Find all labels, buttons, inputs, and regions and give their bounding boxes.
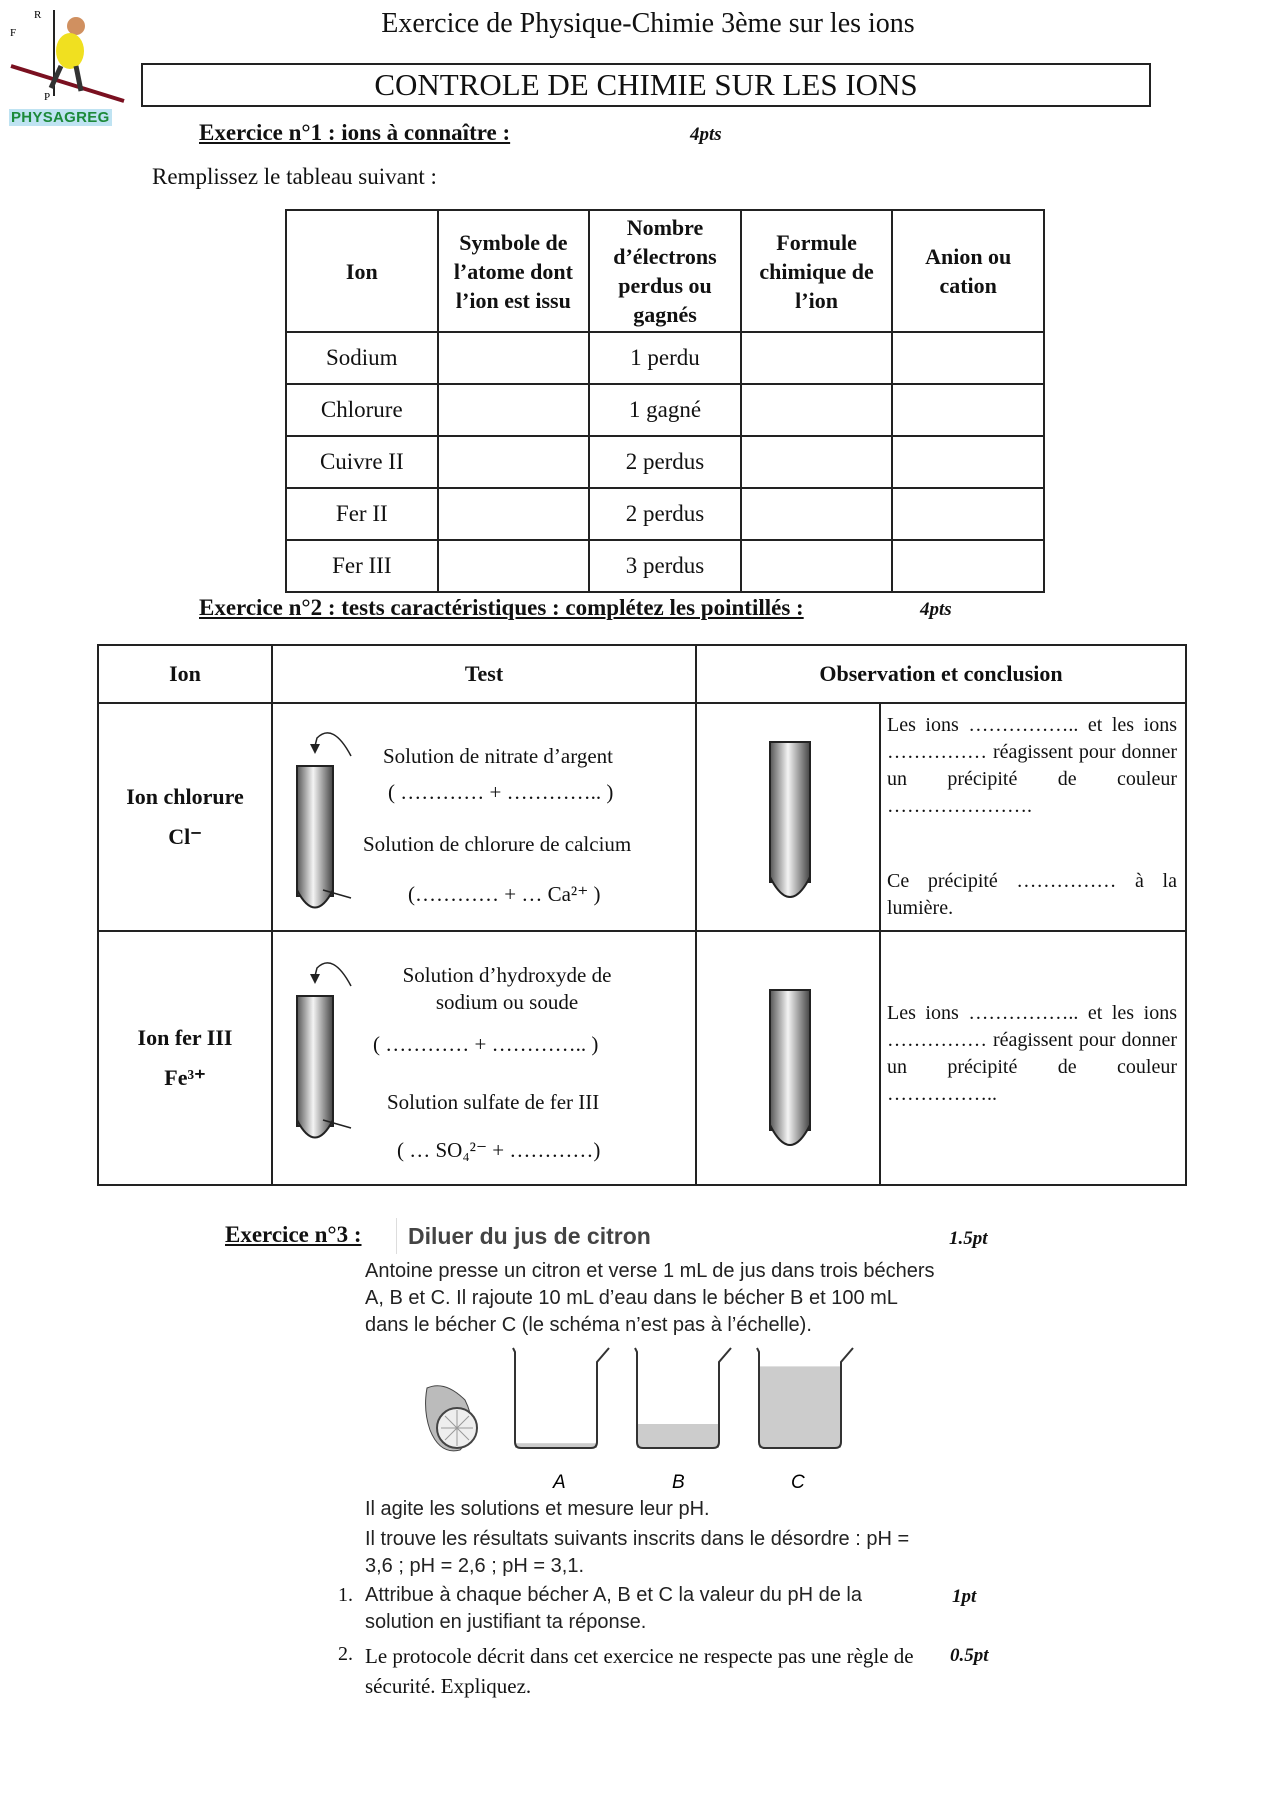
lemon-icon	[426, 1386, 477, 1451]
ions-table	[285, 209, 1045, 593]
table-row	[98, 931, 1186, 1185]
ion-name: Cuivre II	[286, 436, 438, 488]
exercise-1-instruction: Remplissez le tableau suivant :	[152, 164, 437, 189]
answer-cell[interactable]	[741, 332, 893, 384]
solution-formula[interactable]: (………… + … Ca²⁺ )	[408, 882, 601, 906]
question-text: Le protocole décrit dans cet exercice ne respecte pas une règle de sécurité. Expliquez.	[365, 1644, 914, 1698]
ion-tests-table	[97, 644, 1187, 1186]
electrons-cell: 1 perdu	[589, 332, 741, 384]
test-tube-with-arrows-icon	[293, 720, 353, 920]
table-row	[98, 703, 1186, 931]
exercise-2-points: 4pts	[920, 599, 952, 620]
beaker-A	[513, 1348, 609, 1448]
answer-cell[interactable]	[438, 436, 590, 488]
page-subtitle: Exercice de Physique-Chimie 3ème sur les ions	[381, 8, 915, 39]
observation-text: Les ions …………….. et les ions …………… réagissent pour donner un précipité de couleur ……………..	[887, 1002, 1177, 1105]
answer-cell[interactable]	[438, 384, 590, 436]
column-header: Nombre d’électrons perdus ou gagnés	[589, 210, 741, 332]
table-row	[286, 436, 1044, 488]
column-header: Observation et conclusion	[696, 645, 1186, 703]
column-header: Ion	[98, 645, 272, 703]
beaker-label: B	[672, 1472, 685, 1493]
answer-cell[interactable]	[892, 436, 1044, 488]
exercise-3-heading: Exercice n°3 :	[225, 1222, 362, 1247]
exercise-1-heading: Exercice n°1 : ions à connaître :	[199, 120, 511, 145]
table-header-row	[98, 645, 1186, 703]
beaker-label: A	[553, 1472, 566, 1493]
question-points: 0.5pt	[950, 1645, 989, 1666]
answer-cell[interactable]	[438, 332, 590, 384]
answer-cell[interactable]	[438, 540, 590, 592]
answer-cell[interactable]	[741, 384, 893, 436]
answer-cell[interactable]	[741, 540, 893, 592]
beaker-C	[757, 1348, 853, 1448]
ion-name: Ion chlorure	[126, 784, 244, 809]
observation-cell[interactable]	[880, 703, 1186, 931]
beakers-illustration	[415, 1340, 875, 1500]
answer-cell[interactable]	[892, 488, 1044, 540]
column-header: Ion	[286, 210, 438, 332]
table-row	[286, 540, 1044, 592]
liquid-level	[759, 1366, 841, 1448]
observation-tube-cell	[696, 931, 880, 1185]
question-text: Attribue à chaque bécher A, B et C la valeur du pH de la solution en justifiant ta réponse.	[365, 1584, 862, 1633]
question-number: 2.	[338, 1643, 353, 1665]
exercise-3-intro: Antoine presse un citron et verse 1 mL de jus dans trois béchers A, B et C. Il rajoute 10 mL d’eau dans le bécher B et 100 mL dans le bécher C (le schéma n’est pas à l’échelle).	[365, 1260, 935, 1336]
page-title: CONTROLE DE CHIMIE SUR LES IONS	[141, 63, 1151, 107]
table-row	[286, 488, 1044, 540]
liquid-level	[637, 1424, 719, 1448]
solution-formula[interactable]: ( … SO₄²⁻ + …………)	[397, 1138, 601, 1162]
svg-text:F: F	[10, 27, 17, 39]
svg-text:R: R	[34, 9, 42, 21]
exercise-1-points: 4pts	[690, 124, 722, 145]
answer-cell[interactable]	[892, 332, 1044, 384]
question-number: 1.	[338, 1584, 353, 1606]
question-points: 1pt	[952, 1586, 977, 1607]
observation-tube-cell	[696, 703, 880, 931]
exercise-3-line2: Il trouve les résultats suivants inscrits dans le désordre : pH = 3,6 ; pH = 2,6 ; pH = 3,1.	[365, 1528, 910, 1577]
column-header: Formule chimique de l’ion	[741, 210, 893, 332]
ion-name: Chlorure	[286, 384, 438, 436]
exercise-2-heading: Exercice n°2 : tests caractéristiques : complétez les pointillés :	[199, 595, 804, 620]
electrons-cell: 2 perdus	[589, 436, 741, 488]
ion-name: Fer II	[286, 488, 438, 540]
test-tube-icon	[767, 980, 813, 1160]
answer-cell[interactable]	[892, 540, 1044, 592]
divider	[396, 1218, 397, 1254]
column-header: Test	[272, 645, 696, 703]
exercise-3-title: Diluer du jus de citron	[408, 1223, 651, 1249]
test-cell	[272, 703, 696, 931]
table-row	[286, 384, 1044, 436]
ion-name: Ion fer III	[137, 1025, 233, 1050]
answer-cell[interactable]	[741, 488, 893, 540]
observation-cell[interactable]	[880, 931, 1186, 1185]
ion-symbol: Fe³⁺	[164, 1065, 206, 1090]
test-tube-with-arrows-icon	[293, 950, 353, 1150]
electrons-cell: 2 perdus	[589, 488, 741, 540]
logo-text: PHYSAGREG	[11, 109, 110, 126]
beaker-label: C	[791, 1472, 805, 1493]
ion-symbol: Cl⁻	[168, 824, 202, 849]
beaker-B	[635, 1348, 731, 1448]
table-row	[286, 332, 1044, 384]
solution-label: Solution sulfate de fer III	[387, 1090, 600, 1114]
ion-cell	[98, 931, 272, 1185]
electrons-cell: 3 perdus	[589, 540, 741, 592]
solution-label: Solution de chlorure de calcium	[363, 832, 632, 856]
table-header-row	[286, 210, 1044, 332]
test-cell	[272, 931, 696, 1185]
reagent-formula[interactable]: ( ………… + ………….. )	[388, 780, 614, 804]
answer-cell[interactable]	[438, 488, 590, 540]
ion-name: Sodium	[286, 332, 438, 384]
svg-text:P: P	[44, 91, 51, 103]
exercise-3-points: 1.5pt	[949, 1228, 988, 1249]
column-header: Symbole de l’atome dont l’ion est issu	[438, 210, 590, 332]
answer-cell[interactable]	[892, 384, 1044, 436]
ion-name: Fer III	[286, 540, 438, 592]
reagent-label: Solution d’hydroxyde de sodium ou soude	[402, 963, 612, 1014]
test-tube-icon	[767, 732, 813, 912]
ion-cell	[98, 703, 272, 931]
observation-text: Les ions …………….. et les ions …………… réagissent pour donner un précipité de couleur ………………….	[887, 714, 1177, 817]
reagent-label: Solution de nitrate d’argent	[383, 744, 613, 768]
reagent-formula[interactable]: ( ………… + ………….. )	[373, 1032, 599, 1056]
answer-cell[interactable]	[741, 436, 893, 488]
electrons-cell: 1 gagné	[589, 384, 741, 436]
conclusion-text: Ce précipité …………… à la lumière.	[887, 870, 1177, 919]
exercise-3-line1: Il agite les solutions et mesure leur pH.	[365, 1498, 710, 1520]
column-header: Anion ou cation	[892, 210, 1044, 332]
